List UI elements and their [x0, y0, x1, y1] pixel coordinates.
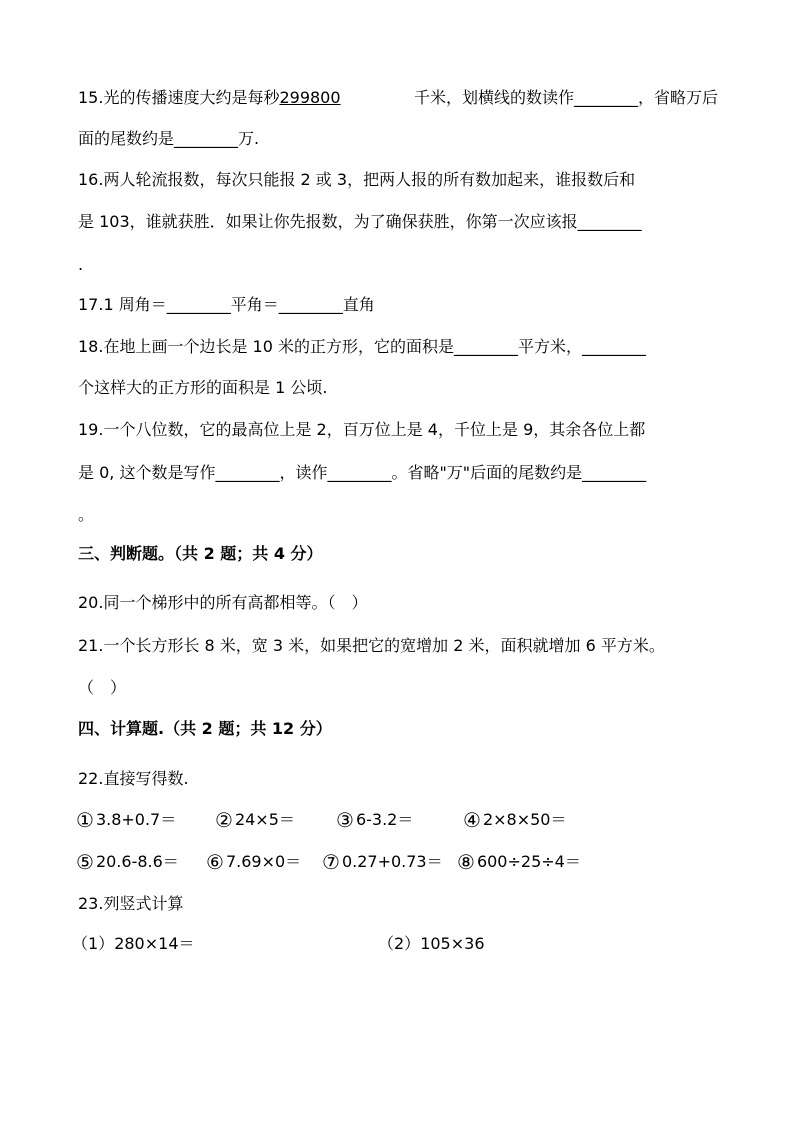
q23-item-1	[72, 932, 195, 956]
q16-line-2: 是 103，谁就获胜．如果让你先报数，为了确保获胜，你第一次应该报________	[78, 212, 642, 231]
q23-title: 23.列竖式计算	[78, 894, 184, 913]
circled-number-icon: ④	[463, 808, 481, 832]
circled-number-icon: ③	[336, 808, 354, 832]
q15-text-end: 千米，划横线的数读作________，省略万后	[413, 88, 718, 107]
q22-item-6	[206, 850, 301, 874]
q22-item-expr: 600÷25÷4＝	[476, 852, 581, 871]
q15-line-1	[78, 86, 718, 110]
circled-number-icon: ⑦	[322, 850, 340, 874]
q18-line-1: 18.在地上画一个边长是 10 米的正方形，它的面积是________平方米，________	[78, 337, 646, 356]
q22-item-1	[76, 808, 176, 832]
q15-line-2: 面的尾数约是________万.	[78, 129, 260, 148]
q16-line-3: .	[78, 255, 84, 274]
q22-item-5	[76, 850, 179, 874]
q20-line-1: 20.同一个梯形中的所有高都相等。（ ）	[78, 593, 368, 612]
q16-line-1: 16.两人轮流报数，每次只能报 2 或 3，把两人报的所有数加起来，谁报数后和	[78, 170, 636, 189]
circled-number-icon: ⑧	[457, 850, 475, 874]
section-4-heading: 四、计算题.（共 2 题；共 12 分）	[78, 719, 332, 738]
q23-item-2	[378, 932, 485, 956]
q22-item-4	[463, 808, 566, 832]
q18-line-2: 个这样大的正方形的面积是 1 公顷.	[78, 378, 328, 397]
circled-number-icon: ⑥	[206, 850, 224, 874]
q19-line-2: 是 0, 这个数是写作________，读作________。省略"万"后面的尾数约是________	[78, 463, 647, 482]
q19-line-1: 19.一个八位数，它的最高位上是 2，百万位上是 4，千位上是 9，其余各位上都	[78, 420, 646, 439]
q22-item-expr: 3.8+0.7＝	[95, 810, 177, 829]
q22-item-expr: 7.69×0＝	[225, 852, 302, 871]
circled-number-icon: ⑤	[76, 850, 94, 874]
q22-item-expr: 0.27+0.73＝	[341, 852, 443, 871]
q21-line-1: 21.一个长方形长 8 米，宽 3 米，如果把它的宽增加 2 米，面积就增加 6 平方米。	[78, 636, 665, 655]
q15-text-start: 15.光的传播速度大约是每秒299800	[78, 88, 341, 107]
q21-line-2: （ ）	[78, 678, 127, 697]
q22-item-expr: 6-3.2＝	[355, 810, 414, 829]
q22-item-3	[336, 808, 413, 832]
q22-item-expr: 24×5＝	[234, 810, 295, 829]
q22-title: 22.直接写得数.	[78, 769, 189, 788]
q17-line-1: 17.1 周角＝________平角＝________直角	[78, 295, 375, 314]
circled-number-icon: ①	[76, 808, 94, 832]
q22-item-expr: 20.6-8.6＝	[95, 852, 179, 871]
q23-item-label: （2）	[378, 934, 421, 953]
q22-item-expr: 2×8×50＝	[482, 810, 567, 829]
q15-underlined-number: 299800	[279, 88, 341, 107]
q23-item-expr: 105×36	[420, 934, 485, 953]
q23-item-label: （1）	[72, 934, 115, 953]
q22-item-2	[215, 808, 295, 832]
q19-line-3: 。	[78, 505, 95, 524]
q23-item-expr: 280×14＝	[114, 934, 195, 953]
q22-item-8	[457, 850, 581, 874]
section-3-heading: 三、判断题。（共 2 题；共 4 分）	[78, 544, 323, 563]
circled-number-icon: ②	[215, 808, 233, 832]
q22-item-7	[322, 850, 443, 874]
